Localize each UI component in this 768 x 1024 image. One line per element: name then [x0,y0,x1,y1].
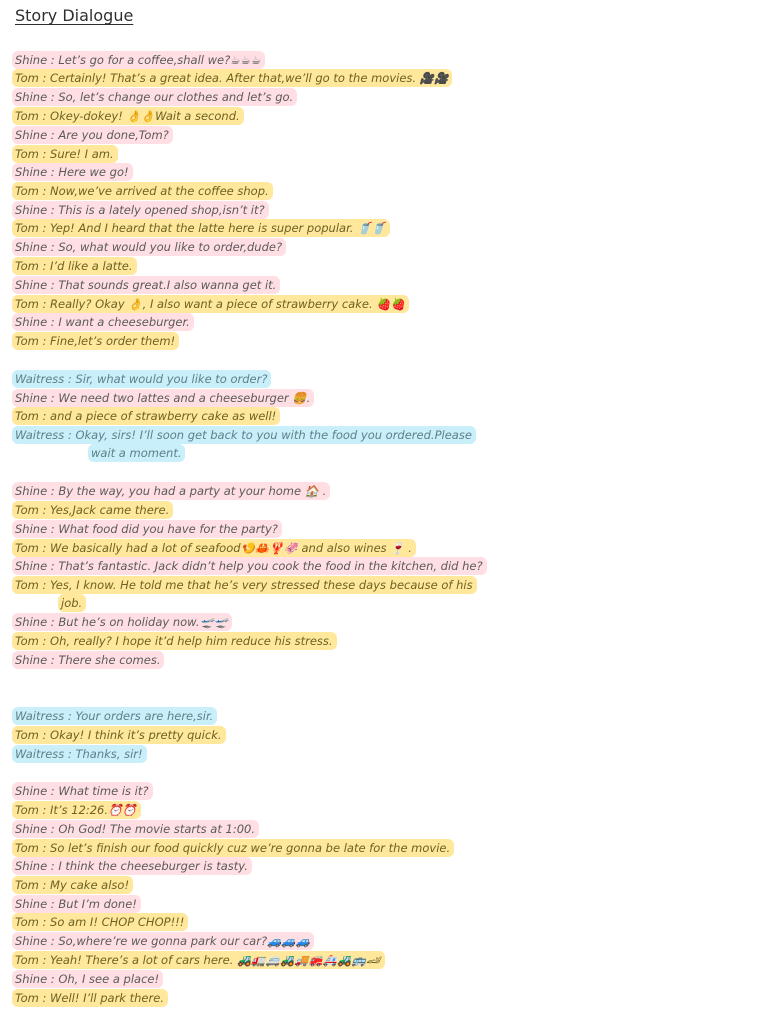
tom-line-text: Tom : Yeah! There’s a lot of cars here. 🚜🚛🚐🚜🚚🚒🚑🚜🚌🏎 [12,951,385,969]
tom-line-text: Tom : My cake also! [12,876,133,894]
shine-line [12,556,487,575]
shine-line [12,481,330,500]
waitress-line [12,744,147,763]
waitress-line [12,425,476,444]
tom-line [12,988,168,1007]
shine-line-text: Shine : That sounds great.I also wanna get it. [12,276,280,294]
shine-line [12,125,173,144]
shine-line [12,87,297,106]
tom-line [12,68,452,87]
tom-line [12,725,226,744]
tom-line-text: Tom : Well! I’ll park there. [12,989,168,1007]
tom-line [12,500,173,519]
shine-line-text: Shine : I think the cheeseburger is tasty. [12,857,252,875]
tom-line-text: Tom : Certainly! That’s a great idea. After that,we’ll go to the movies. 🎥🎥 [12,69,452,87]
tom-line-text: Tom : Okey-dokey! 👌👌Wait a second. [12,107,244,125]
tom-line-text: Tom : Okay! I think it’s pretty quick. [12,726,226,744]
tom-line [12,838,454,857]
shine-line [12,856,252,875]
shine-line [12,781,153,800]
shine-line [12,312,194,331]
tom-line-text: Tom : Really? Okay 👌, I also want a piece of strawberry cake. 🍓🍓 [12,295,409,313]
waitress-line-text: Waitress : Your orders are here,sir. [12,707,217,725]
tom-line-continuation [58,594,86,612]
waitress-line-continuation-text: wait a moment. [88,444,185,462]
shine-line-text: Shine : But I’m done! [12,895,141,913]
waitress-line-text: Waitress : Thanks, sir! [12,745,147,763]
tom-line [12,331,179,350]
tom-line-text: Tom : Yes, I know. He told me that he’s very stressed these days because of his [12,576,477,594]
waitress-line [12,706,217,725]
tom-line [12,575,477,594]
shine-line-text: Shine : But he’s on holiday now.🛫🛫 [12,613,232,631]
shine-line-text: Shine : So, what would you like to order,dude? [12,238,286,256]
tom-line-text: Tom : and a piece of strawberry cake as well! [12,407,280,425]
tom-line [12,950,385,969]
tom-line-text: Tom : So let’s finish our food quickly cuz we’re gonna be late for the movie. [12,839,454,857]
tom-line-text: Tom : It’s 12:26.⏰⏰ [12,801,141,819]
shine-line [12,275,280,294]
shine-line-text: Shine : Let’s go for a coffee,shall we?☕☕☕ [12,51,265,69]
tom-line [12,406,280,425]
tom-line-text: Tom : Yes,Jack came there. [12,501,173,519]
tom-line [12,538,416,557]
page-title: Story Dialogue [15,6,134,25]
shine-line-text: Shine : Here we go! [12,163,133,181]
tom-line-text: Tom : I’d like a latte. [12,257,137,275]
shine-line [12,388,314,407]
shine-line [12,650,164,669]
shine-line [12,50,265,69]
tom-line [12,294,409,313]
tom-line [12,181,273,200]
tom-line [12,106,244,125]
tom-line-text: Tom : Yep! And I heard that the latte here is super popular. 🥤🥤 [12,219,390,237]
shine-line [12,237,286,256]
tom-line [12,875,133,894]
tom-line-text: Tom : Oh, really? I hope it’d help him reduce his stress. [12,632,337,650]
tom-line-text: Tom : Now,we’ve arrived at the coffee shop. [12,182,273,200]
shine-line [12,162,133,181]
tom-line [12,256,137,275]
waitress-line [12,369,271,388]
tom-line [12,144,118,163]
shine-line-text: Shine : So, let’s change our clothes and let’s go. [12,88,297,106]
shine-line [12,612,232,631]
shine-line-text: Shine : What food did you have for the party? [12,520,282,538]
shine-line-text: Shine : So,where’re we gonna park our car?🚙🚙🚙 [12,932,314,950]
tom-line-text: Tom : Sure! I am. [12,145,118,163]
shine-line-text: Shine : I want a cheeseburger. [12,313,194,331]
shine-line [12,200,269,219]
shine-line [12,969,163,988]
shine-line-text: Shine : Are you done,Tom? [12,126,173,144]
waitress-line-text: Waitress : Okay, sirs! I’ll soon get back to you with the food you ordered.Please [12,426,476,444]
shine-line-text: Shine : There she comes. [12,651,164,669]
tom-line [12,912,188,931]
waitress-line-text: Waitress : Sir, what would you like to order? [12,370,271,388]
shine-line-text: Shine : This is a lately opened shop,isn’t it? [12,201,269,219]
shine-line-text: Shine : What time is it? [12,782,153,800]
tom-line [12,800,141,819]
shine-line-text: Shine : Oh, I see a place! [12,970,163,988]
waitress-line-continuation [88,444,185,462]
tom-line-continuation-text: job. [58,594,86,612]
shine-line-text: Shine : Oh God! The movie starts at 1:00. [12,820,259,838]
shine-line-text: Shine : We need two lattes and a cheeseburger 🍔. [12,389,314,407]
shine-line-text: Shine : That’s fantastic. Jack didn’t help you cook the food in the kitchen, did he? [12,557,487,575]
tom-line-text: Tom : So am I! CHOP CHOP!!! [12,913,188,931]
shine-line [12,931,314,950]
tom-line-text: Tom : Fine,let’s order them! [12,332,179,350]
shine-line [12,894,141,913]
shine-line [12,819,259,838]
shine-line-text: Shine : By the way, you had a party at your home 🏠 . [12,482,330,500]
tom-line-text: Tom : We basically had a lot of seafood🍤🦀🦞🦑 and also wines 🍷 . [12,539,416,557]
tom-line [12,631,337,650]
shine-line [12,519,282,538]
tom-line [12,218,390,237]
